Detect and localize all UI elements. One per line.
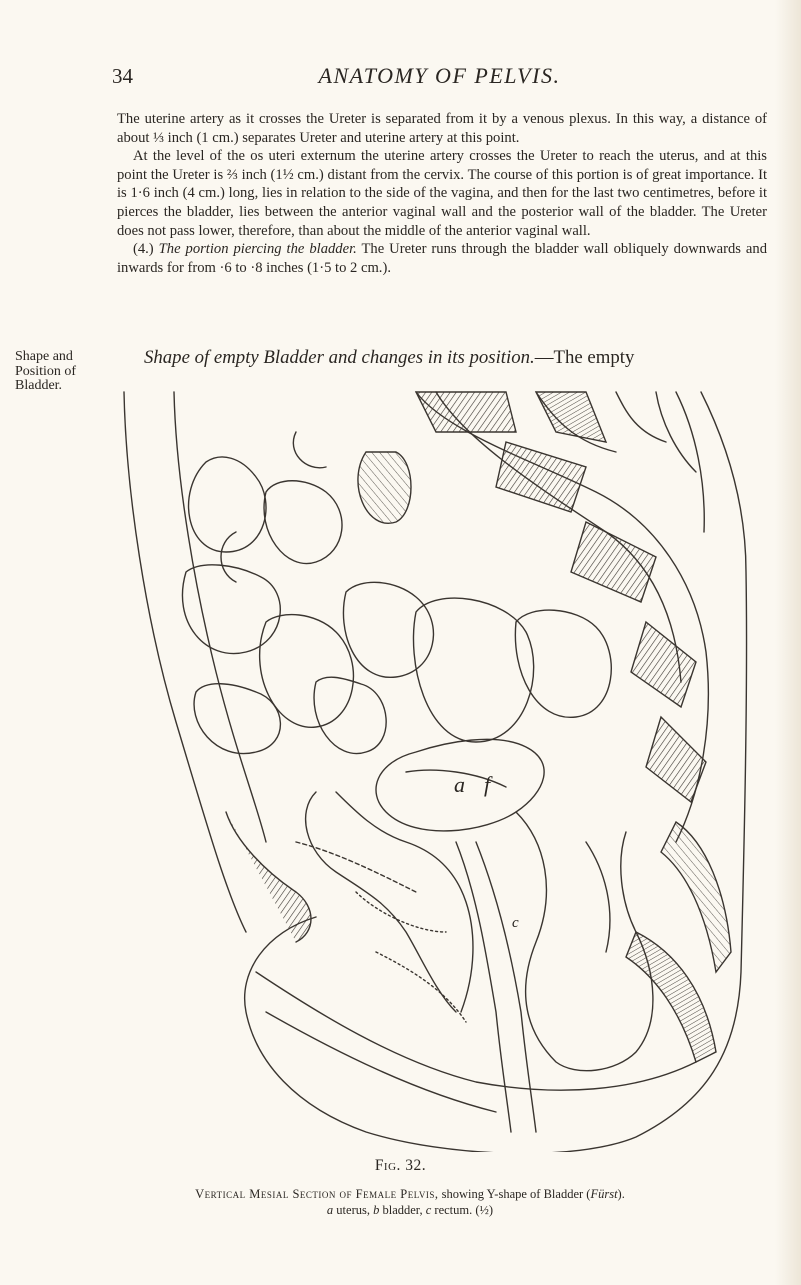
section-heading (144, 347, 769, 369)
figure-label-a: a (454, 772, 465, 797)
margin-note (15, 350, 115, 394)
caption-key-a-text: uterus, (333, 1203, 374, 1217)
caption-line-1 (100, 1186, 720, 1202)
body-text (117, 110, 767, 277)
outline-left (124, 392, 246, 932)
caption-end: ). (617, 1187, 625, 1201)
figure-label-f: f (484, 772, 491, 797)
figure-number: Fig. 32. (374, 1157, 427, 1174)
margin-note-line: Bladder. (15, 378, 63, 393)
margin-note-line: Shape and (15, 349, 73, 364)
page-header (112, 64, 767, 92)
caption-key-b: b (373, 1203, 380, 1217)
outline-left-inner (174, 392, 266, 842)
figure-label-c: c (512, 915, 519, 931)
figure-caption (100, 1186, 720, 1218)
outline-right-inner (676, 392, 704, 532)
running-title: ANATOMY OF PELVIS. (318, 63, 561, 88)
section-heading-text: —The empty (534, 347, 635, 368)
section-heading-title: Shape of empty Bladder and changes in its position. (144, 347, 535, 368)
intestine-loop (189, 457, 266, 552)
margin-note-line: Position of (15, 363, 77, 379)
caption-key-b-text: bladder, (379, 1203, 426, 1217)
paragraph-number: (4.) (133, 241, 159, 258)
page-edge-shadow (775, 0, 801, 1285)
caption-author: Fürst (590, 1187, 618, 1201)
paragraph-text: The Ureter runs through the bladder wall obliquely downwards and inwards for from ·6 to ·8 inches (1·5 to 2 cm.). (117, 241, 768, 276)
bladder-outline (306, 792, 456, 1012)
caption-key-a: a (326, 1203, 334, 1217)
paragraph-uterine-artery: The uterine artery as it crosses the Ureter is separated from it by a venous plexus. In this way, a distance of about ⅓ inch (1 cm.) separates Ureter and uterine artery at this point. (117, 111, 767, 146)
caption-text: showing Y-shape of Bladder ( (438, 1187, 591, 1201)
paragraph-os-uteri: At the level of the os uteri externum the uterine artery crosses the Ureter to reach the uterus, and at this point the Ureter is ⅔ inch (1½ cm.) distant from the cervix. The course of this portion is of great importance. It is 1·6 inch (4 cm.) long, lies in relation to the side of the vagina, and then for the last two centimetres, before it pierces the bladder, lies between the anterior vaginal wall and the posterior wall of the bladder. The Ureter does not pass lower, therefore, than about the middle of the anterior vaginal wall. (117, 148, 767, 239)
pelvis-section-engraving (116, 372, 756, 1152)
caption-line-2 (100, 1202, 720, 1218)
paragraph-piercing-bladder (117, 240, 767, 277)
caption-key-c-text: rectum. (½) (431, 1203, 494, 1217)
paragraph-italic-title: The portion piercing the bladder. (158, 241, 357, 258)
caption-key-c: c (425, 1203, 432, 1217)
caption-title: Vertical Mesial Section of Female Pelvis, (195, 1187, 439, 1201)
page-number: 34 (112, 64, 133, 88)
anatomical-illustration (116, 372, 756, 1152)
